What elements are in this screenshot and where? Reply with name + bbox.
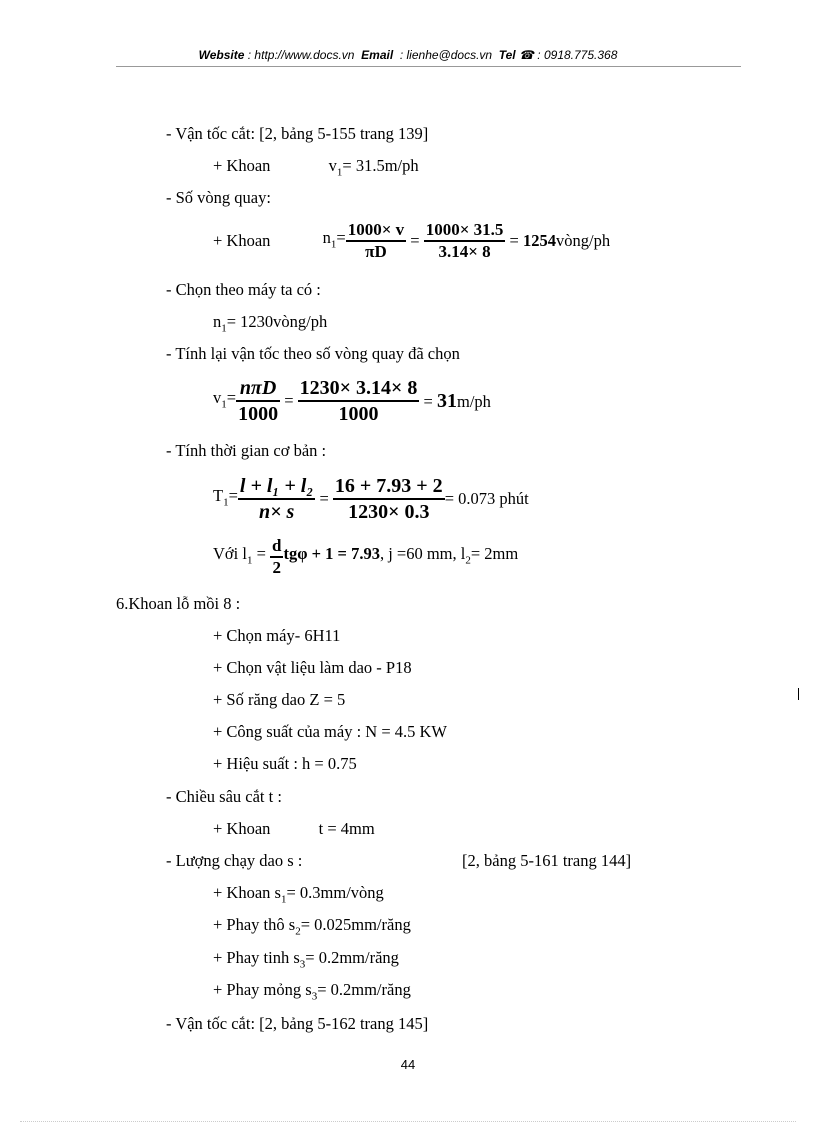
machine-choice-heading: - Chọn theo máy ta có : bbox=[166, 280, 321, 299]
header-divider bbox=[116, 66, 741, 67]
list-item: + Chọn vật liệu làm dao - P18 bbox=[213, 658, 412, 677]
recalc-speed-heading: - Tính lại vận tốc theo số vòng quay đã chọn bbox=[166, 344, 460, 363]
l1-definition-line: Với $l_1$ = $\frac{d}{2}$ tgφ + 1 = 7.93, j =60 mm, $l_2= 2mm$ bbox=[213, 536, 519, 577]
website-value: : http://www.docs.vn bbox=[247, 48, 355, 62]
chosen-speed-line: $n_1=$ 1230vòng/ph bbox=[213, 312, 328, 335]
page-number: 44 bbox=[400, 1057, 416, 1072]
cut-depth-line: + Khoan t = 4mm bbox=[213, 819, 375, 838]
website-label: Website bbox=[198, 48, 245, 62]
section-heading: 6.Khoan lỗ mồi 8 : bbox=[116, 594, 241, 613]
tel-label: Tel bbox=[498, 48, 516, 62]
formula-fraction: $\frac{d}{2}$ bbox=[272, 536, 282, 577]
list-item: + Số răng dao Z = 5 bbox=[213, 690, 346, 709]
cutting-speed-heading-2: - Vận tốc cắt: [2, bảng 5-162 trang 145] bbox=[166, 1014, 429, 1033]
basic-time-heading: - Tính thời gian cơ bản : bbox=[166, 441, 327, 460]
tel-value: : 0918.775.368 bbox=[537, 48, 618, 62]
spindle-speed-formula: + Khoan $n_1=$ $\frac{1000\times v}{\pi D}$ = $\frac{1000\times 31.5}{3.14\times 8}$ = 1254vòng/ph bbox=[213, 220, 611, 261]
formula-fraction: $\frac{\text{l + l₁ + l₂}}{n\times s}$ bbox=[239, 475, 314, 523]
list-item: + Phay thô $s_2=$ 0.025mm/răng bbox=[213, 915, 411, 938]
bottom-divider bbox=[20, 1121, 796, 1122]
basic-time-formula: $T_1=$ $\frac{\text{l + l₁ + l₂}}{n\times s}$ = $\frac{16 + 7.93 + 2}{1230\times 0.3}$ = 0.073 phút bbox=[213, 475, 529, 523]
formula-fraction: $\frac{1000\times v}{\pi D}$ bbox=[347, 220, 405, 261]
recalc-speed-formula: $v_1=$ $\frac{\text{nπD}}{1000}$ = $\frac{1230\times 3.14\times 8}{1000}$ = 31m/ph bbox=[213, 377, 491, 425]
list-item: + Công suất của máy : N = 4.5 KW bbox=[213, 722, 447, 741]
list-item: + Phay tinh $s_3=$ 0.2mm/răng bbox=[213, 948, 399, 971]
drill-speed-line: + Khoan $v_1= 31.5m/ph$ bbox=[213, 156, 419, 179]
feed-heading: - Lượng chạy dao s : bbox=[166, 851, 303, 870]
margin-mark bbox=[798, 688, 799, 700]
formula-fraction: $\frac{1230\times 3.14\times 8}{1000}$ bbox=[299, 377, 418, 425]
spindle-speed-heading: - Số vòng quay: bbox=[166, 188, 271, 207]
cutting-speed-heading: - Vận tốc cắt: [2, bảng 5-155 trang 139] bbox=[166, 124, 429, 143]
list-item: + Khoan $s_1=$ 0.3mm/vòng bbox=[213, 883, 384, 906]
feed-reference: [2, bảng 5-161 trang 144] bbox=[462, 851, 632, 870]
phone-icon: ☎ bbox=[519, 48, 534, 62]
email-value: : lienhe@docs.vn bbox=[399, 48, 493, 62]
page-header bbox=[0, 48, 816, 62]
formula-fraction: $\frac{\text{nπD}}{1000}$ bbox=[238, 377, 279, 425]
list-item: + Chọn máy- 6H11 bbox=[213, 626, 341, 645]
formula-fraction: $\frac{16 + 7.93 + 2}{1230\times 0.3}$ bbox=[334, 475, 443, 523]
email-label: Email bbox=[361, 48, 394, 62]
cut-depth-heading: - Chiều sâu cắt t : bbox=[166, 787, 282, 806]
list-item: + Hiệu suất : h = 0.75 bbox=[213, 754, 357, 773]
formula-fraction: $\frac{1000\times 31.5}{3.14\times 8}$ bbox=[425, 220, 504, 261]
list-item: + Phay mỏng $s_3=$ 0.2mm/răng bbox=[213, 980, 411, 1003]
